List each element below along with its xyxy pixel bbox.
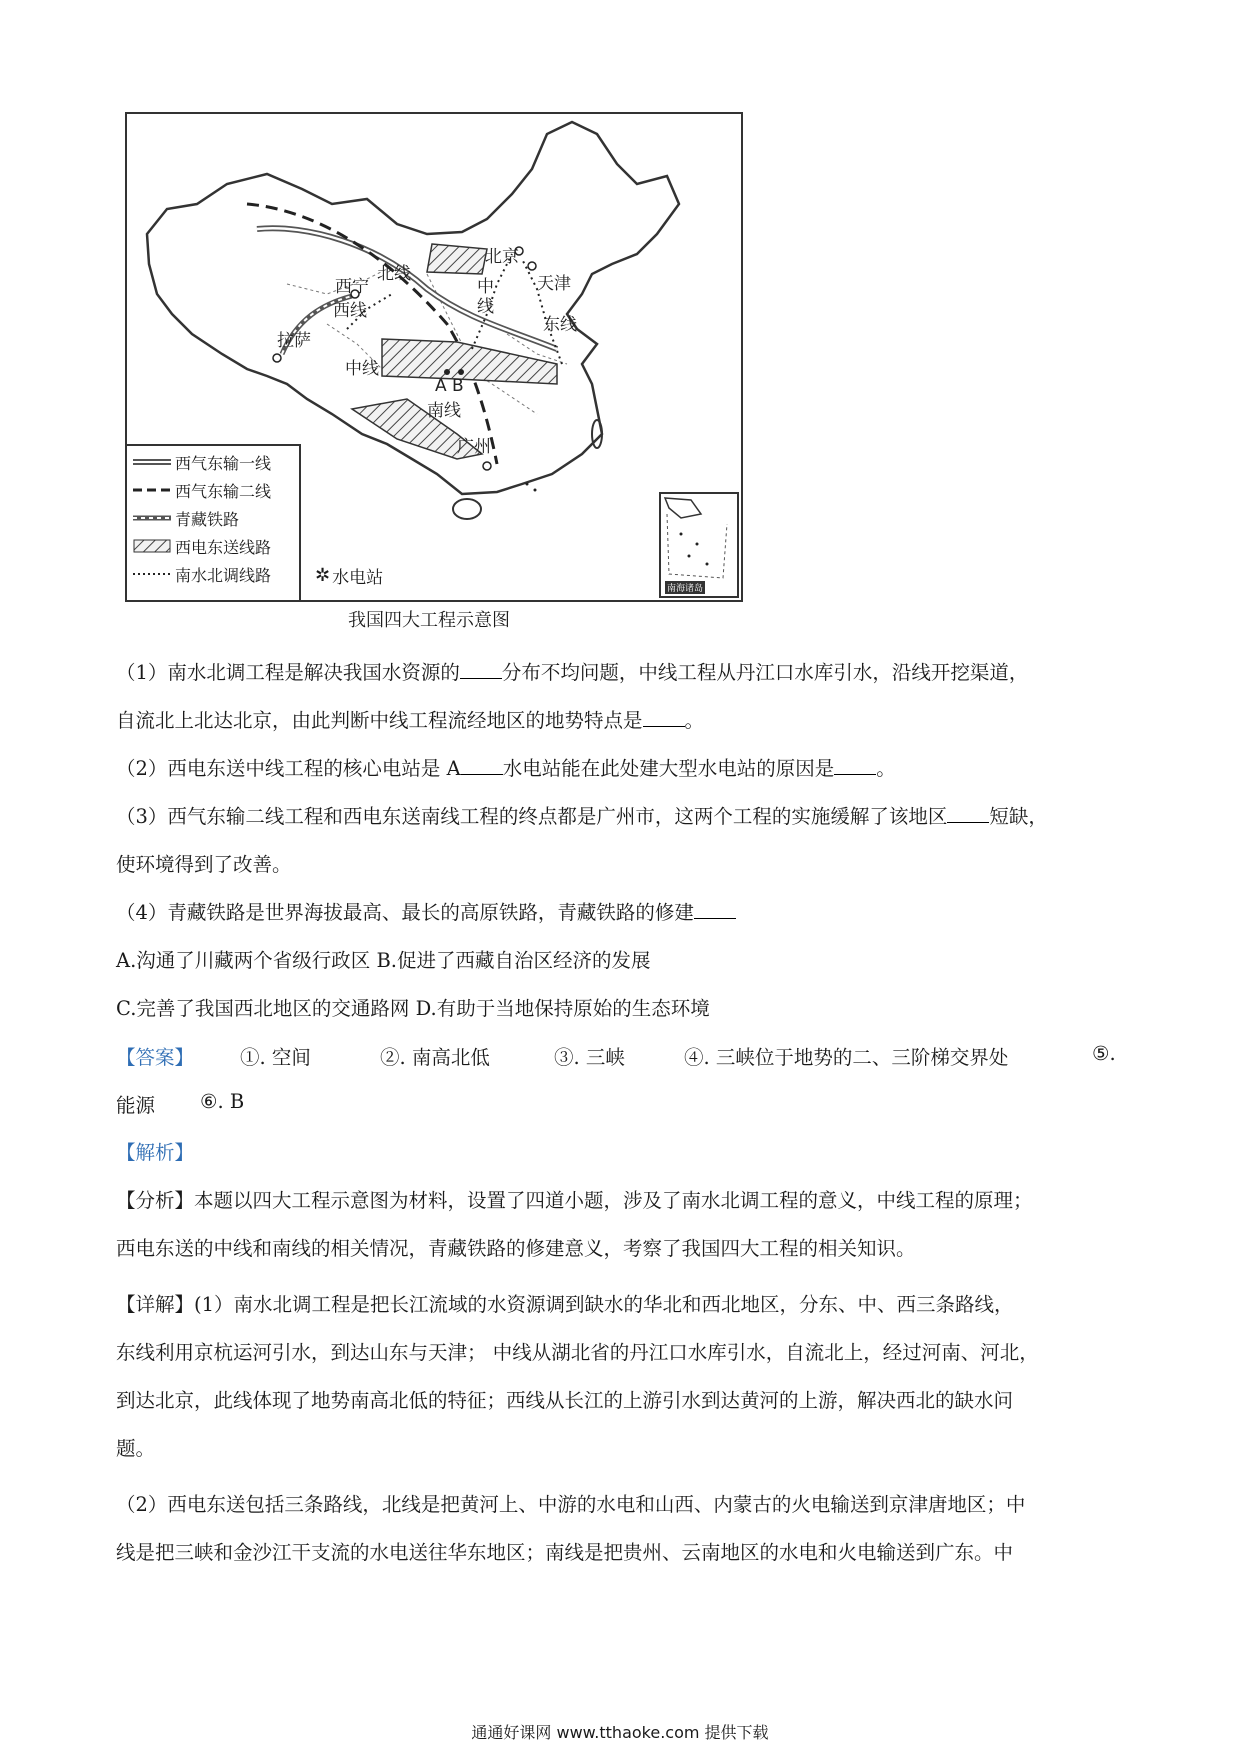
answer-item-1: ①. 空间 [240, 1046, 311, 1069]
blank-4 [834, 756, 876, 775]
question-3-line-1: （3）西气东输二线工程和西电东送南线工程的终点都是广州市，这两个工程的实施缓解了该地区 短缺， [116, 805, 1048, 828]
label-xixian: 西线 [333, 301, 367, 321]
hatched-area-icon [133, 539, 171, 553]
question-3-line-2: 使环境得到了改善。 [116, 853, 292, 876]
double-line-icon [133, 455, 171, 469]
label-ab: A B [435, 376, 464, 396]
power-middle-area [382, 339, 557, 384]
dotted-line-icon [133, 567, 171, 581]
blank-1 [460, 660, 502, 679]
legend-gas-line-two: 西气东输二线 [133, 478, 271, 502]
label-dongxian: 东线 [543, 315, 577, 335]
legend-power-area: 西电东送线路 [133, 534, 271, 558]
question-4: （4）青藏铁路是世界海拔最高、最长的高原铁路，青藏铁路的修建 [116, 898, 736, 928]
answer-item-6: ⑥. B [200, 1090, 245, 1113]
question-4-options-ab: A.沟通了川藏两个省级行政区 B.促进了西藏自治区经济的发展 [116, 949, 651, 972]
guangzhou-marker [483, 462, 491, 470]
blank-5 [947, 804, 989, 823]
blank-6 [694, 900, 736, 919]
answer-item-4: ④. 三峡位于地势的二、三阶梯交界处 [684, 1046, 1009, 1069]
question-1-line-1: （1）南水北调工程是解决我国水资源的 分布不均问题，中线工程从丹江口水库引水，沿线开挖渠道， [116, 661, 1029, 684]
legend-railway: 青藏铁路 [133, 506, 239, 530]
inset-map [661, 494, 733, 592]
map-figure [125, 112, 743, 602]
question-4-options-cd: C.完善了我国西北地区的交通路网 D.有助于当地保持原始的生态环境 [116, 997, 710, 1020]
analysis-line-4: 东线利用京杭运河引水，到达山东与天津； 中线从湖北省的丹江口水库引水，自流北上，经过河南、河北， [116, 1341, 1039, 1364]
analysis-line-2: 西电东送的中线和南线的相关情况，青藏铁路的修建意义，考察了我国四大工程的相关知识。 [116, 1237, 916, 1260]
label-zhongxian: 中线 [345, 359, 379, 379]
label-guangzhou: 广州 [457, 437, 491, 457]
lasa-marker [273, 354, 281, 362]
tianjin-marker [528, 262, 536, 270]
analysis-line-6: 题。 [116, 1437, 156, 1460]
label-xining: 西宁 [335, 277, 369, 297]
hydro-station-legend: ✲ 水电站 [315, 565, 384, 588]
inset-caption: 南海诸岛 [665, 581, 705, 594]
hydro-station-icon: ✲ [315, 565, 331, 586]
map-caption: 我国四大工程示意图 [348, 610, 510, 631]
analysis-line-8: 线是把三峡和金沙江干支流的水电送往华东地区；南线是把贵州、云南地区的水电和火电输送到广东。中 [116, 1541, 1014, 1564]
analysis-line-1: 【分析】本题以四大工程示意图为材料，设置了四道小题，涉及了南水北调工程的意义，中线工程的原理； [116, 1189, 1033, 1212]
analysis-tag: 【解析】 [116, 1141, 195, 1164]
analysis-line-7: （2）西电东送包括三条路线，北线是把黄河上、中游的水电和山西、内蒙古的火电输送到京津唐地区；中 [116, 1493, 1026, 1516]
blank-2 [643, 708, 685, 727]
analysis-line-5: 到达北京，此线体现了地势南高北低的特征；西线从长江的上游引水到达黄河的上游，解决西北的缺水问 [116, 1389, 1014, 1412]
map-legend [127, 444, 301, 600]
answer-item-3: ③. 三峡 [554, 1046, 625, 1069]
legend-water-route: 南水北调线路 [133, 562, 271, 586]
answer-item-5: ⑤. [1092, 1042, 1116, 1065]
answer-item-2: ②. 南高北低 [380, 1046, 490, 1069]
label-beijing: 北京 [485, 247, 519, 267]
answer-line2-text: 能源 [116, 1094, 156, 1117]
label-beixian: 北线 [377, 264, 411, 284]
blank-3 [461, 756, 503, 775]
dashed-line-icon [133, 483, 171, 497]
label-nanxian: 南线 [427, 401, 461, 421]
hainan-island [453, 499, 481, 519]
answer-tag: 【答案】 [116, 1046, 195, 1069]
south-china-sea-inset [659, 492, 739, 598]
question-2: （2）西电东送中线工程的核心电站是 A 水电站能在此处建大型水电站的原因是 。 [116, 757, 896, 780]
page-footer[interactable]: 通通好课网 www.tthaoke.com 提供下载 [471, 1723, 769, 1742]
legend-gas-line-one: 西气东输一线 [133, 450, 271, 474]
question-1-line-2: 自流北上北达北京，由此判断中线工程流经地区的地势特点是 。 [116, 709, 705, 732]
label-xian: 线 [477, 297, 494, 317]
rail-line-icon [133, 511, 171, 525]
analysis-line-3: 【详解】(1）南水北调工程是把长江流域的水资源调到缺水的华北和西北地区，分东、中、西三条路线， [116, 1293, 1014, 1316]
label-lasa: 拉萨 [277, 331, 311, 351]
hydro-station-a [444, 369, 450, 375]
power-north-area [427, 244, 487, 274]
label-zhong: 中 [477, 277, 494, 297]
label-tianjin: 天津 [537, 274, 571, 294]
hydro-station-b [458, 369, 464, 375]
